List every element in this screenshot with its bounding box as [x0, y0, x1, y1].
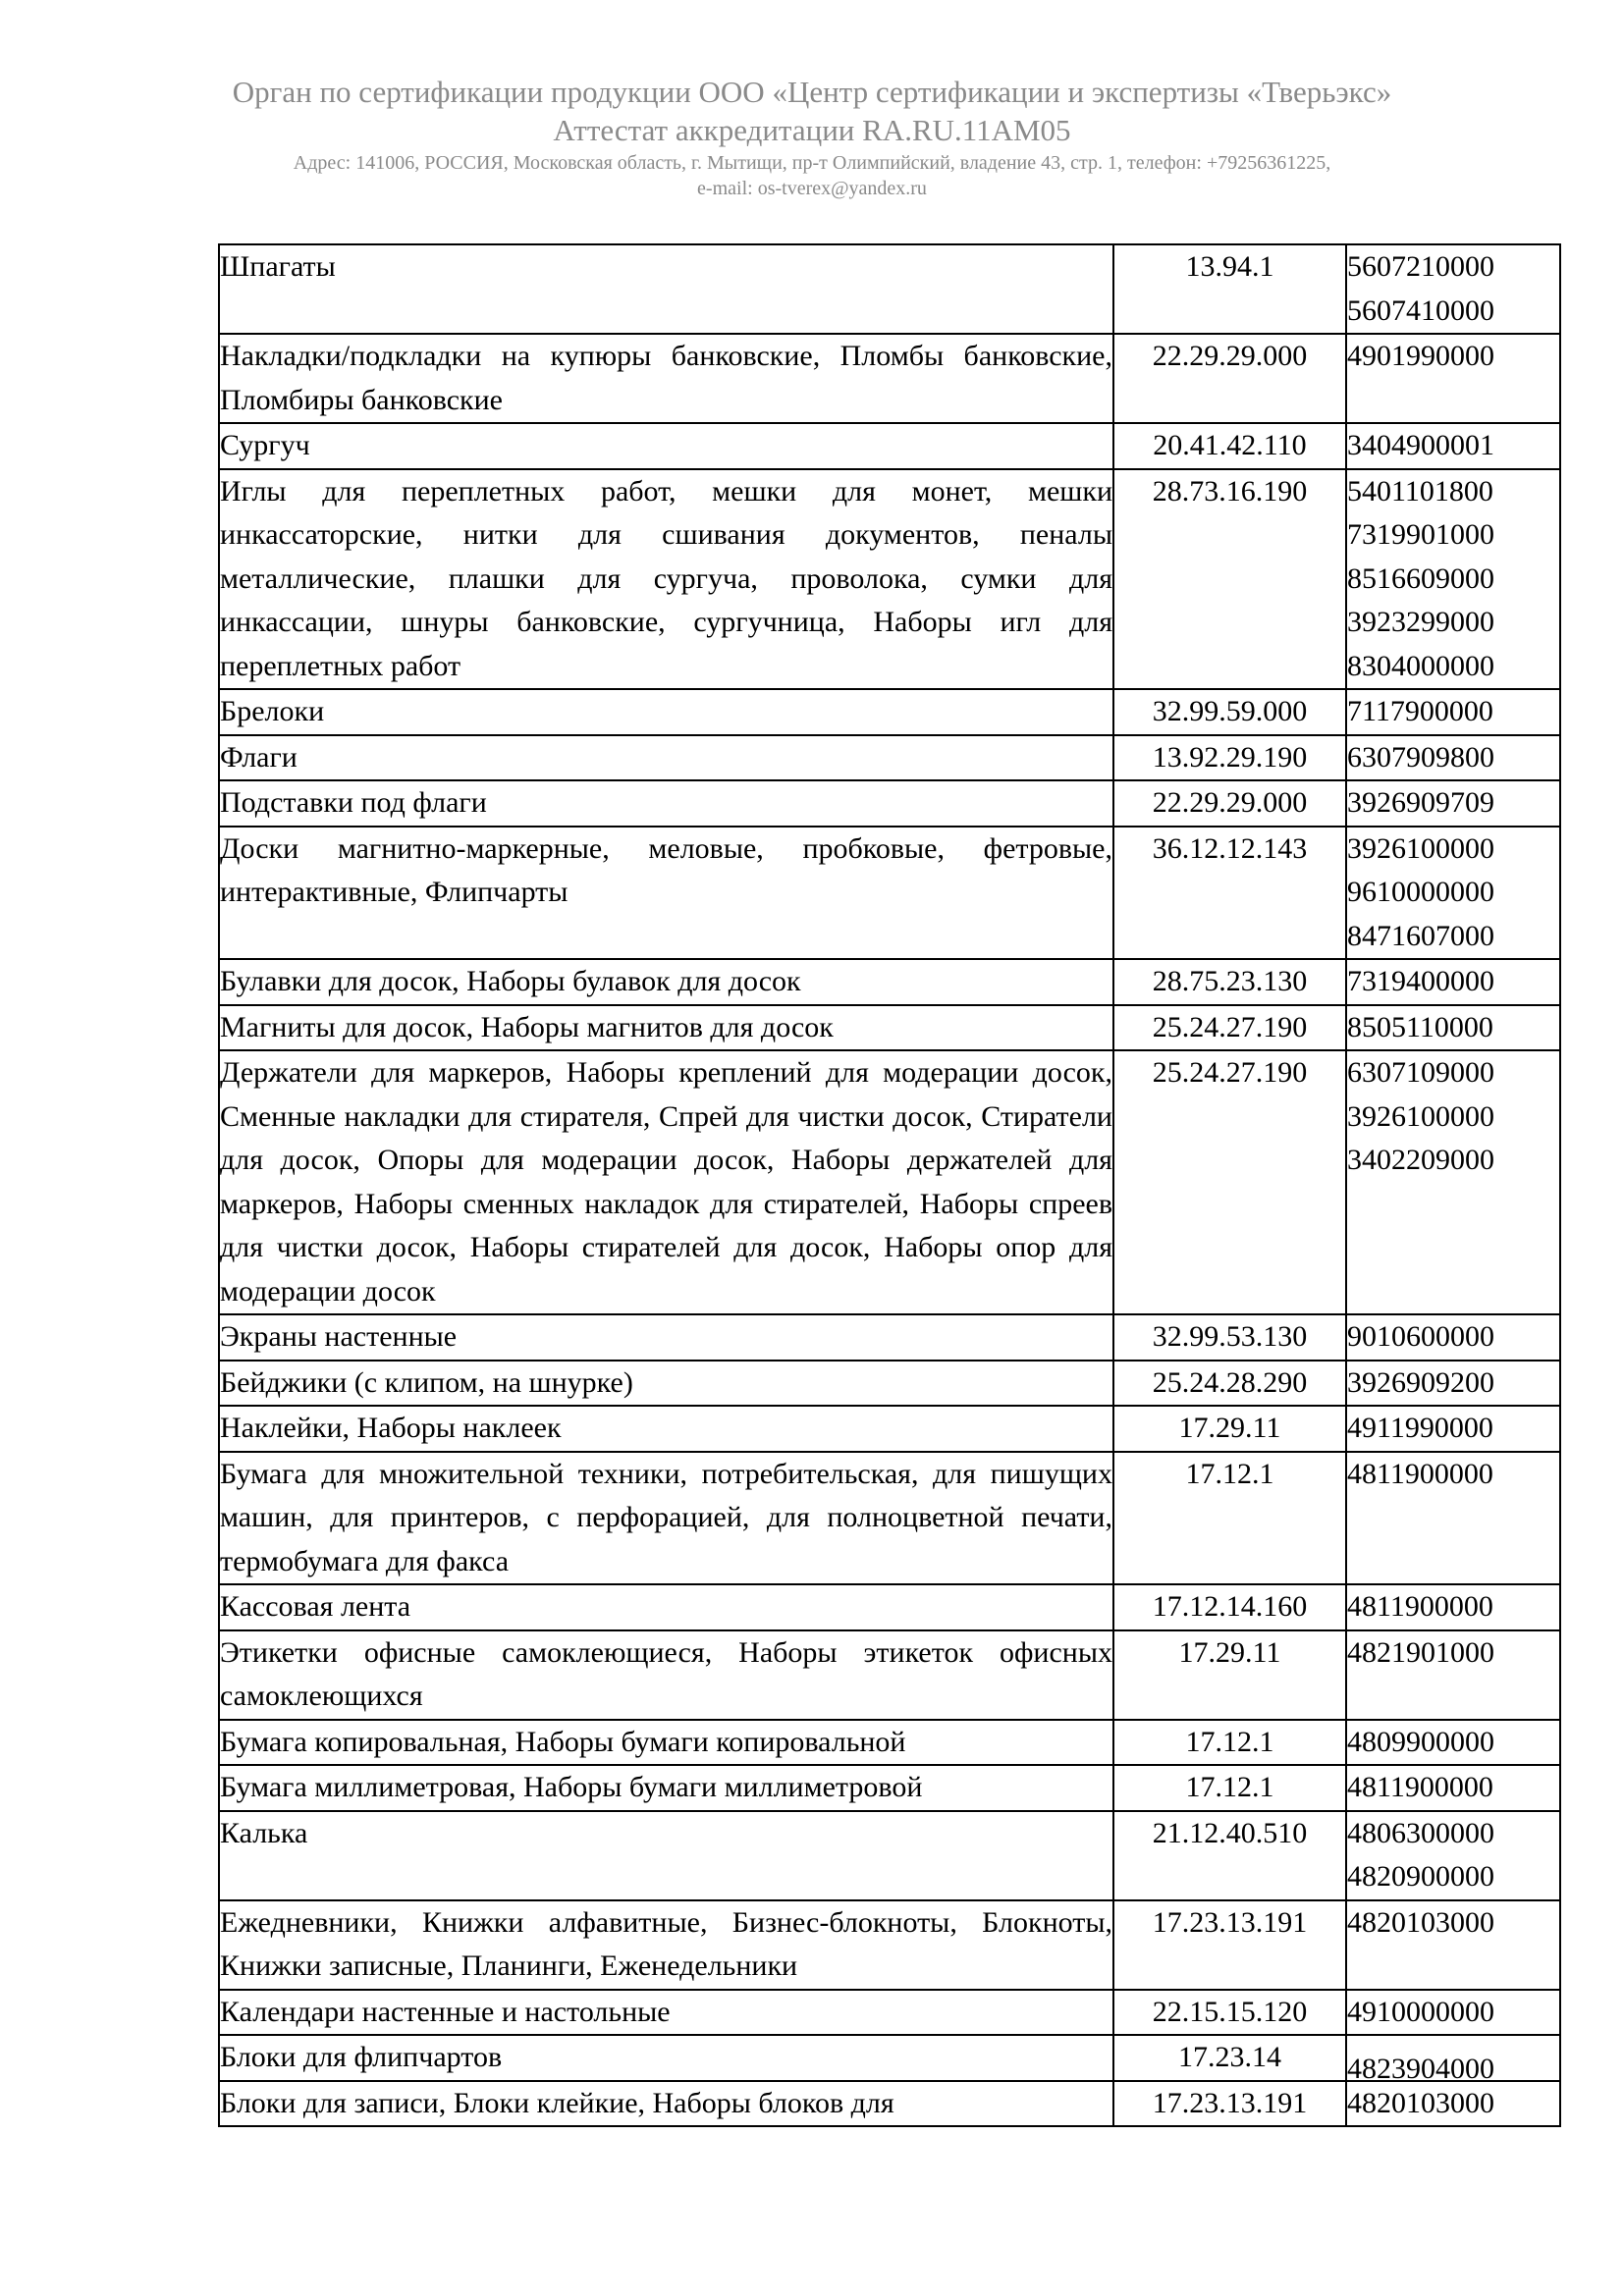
tnved-code: 5401101800 [1347, 474, 1493, 507]
tnved-codes-cell [1346, 1406, 1560, 1452]
tnved-code: 4811900000 [1347, 1457, 1493, 1490]
table-row [219, 1765, 1560, 1811]
tnved-code: 5607410000 [1347, 294, 1494, 327]
table-row [219, 1811, 1560, 1900]
tnved-code: 9010600000 [1347, 1320, 1494, 1353]
table-row [219, 469, 1560, 690]
table-row [219, 1361, 1560, 1407]
tnved-codes-cell [1346, 1050, 1560, 1314]
tnved-codes-cell [1346, 469, 1560, 690]
table-row [219, 827, 1560, 960]
tnved-code: 7117900000 [1347, 695, 1493, 727]
tnved-code: 6307909800 [1347, 740, 1494, 774]
tnved-code: 8471607000 [1347, 919, 1494, 952]
table-row [219, 959, 1560, 1005]
tnved-code: 8304000000 [1347, 649, 1494, 682]
tnved-codes-cell [1346, 780, 1560, 827]
table-row [219, 334, 1560, 423]
table-row [219, 1314, 1560, 1361]
organization-address: Адрес: 141006, РОССИЯ, Московская область, г. Мытищи, пр-т Олимпийский, владение 43, стр. 1, телефон: +79256361225, [293, 152, 1331, 174]
okpd-code-cell: 13.94.1 [1113, 244, 1346, 334]
tnved-codes-cell [1346, 2035, 1560, 2085]
product-name-cell: Бумага для множительной техники, потребительская, для пишущих машин, для принтеров, с перфорацией, для полноцветной печати, термобумага для факса [219, 1452, 1113, 1585]
product-name-cell: Флаги [219, 735, 1113, 781]
product-name-cell: Этикетки офисные самоклеющиеся, Наборы этикеток офисных самоклеющихся [219, 1630, 1113, 1720]
table-row [219, 1584, 1560, 1630]
product-name-cell: Накладки/подкладки на купюры банковские, Пломбы банковские, Пломбиры банковские [219, 334, 1113, 423]
tnved-code: 4820103000 [1347, 2086, 1494, 2119]
okpd-code-cell: 25.24.27.190 [1113, 1005, 1346, 1051]
tnved-codes-cell [1346, 1361, 1560, 1407]
table-row [219, 1452, 1560, 1585]
product-name-cell: Калька [219, 1811, 1113, 1900]
product-name-cell: Доски магнитно-маркерные, меловые, пробковые, фетровые, интерактивные, Флипчарты [219, 827, 1113, 960]
okpd-code-cell: 28.75.23.130 [1113, 959, 1346, 1005]
product-name-cell: Магниты для досок, Наборы магнитов для досок [219, 1005, 1113, 1051]
okpd-code-cell: 20.41.42.110 [1113, 423, 1346, 469]
organization-email: e-mail: os-tverex@yandex.ru [697, 178, 927, 199]
okpd-code-cell: 36.12.12.143 [1113, 827, 1346, 960]
table-row [219, 2035, 1560, 2081]
table-row [219, 244, 1560, 334]
table-row [219, 1630, 1560, 1720]
product-name-cell: Шпагаты [219, 244, 1113, 334]
tnved-code: 4809900000 [1347, 1725, 1494, 1758]
tnved-code: 4910000000 [1347, 1995, 1494, 2028]
tnved-code: 7319901000 [1347, 518, 1494, 551]
okpd-code-cell: 28.73.16.190 [1113, 469, 1346, 690]
okpd-code-cell: 17.12.1 [1113, 1765, 1346, 1811]
tnved-codes-cell [1346, 959, 1560, 1005]
tnved-codes-cell [1346, 1584, 1560, 1630]
tnved-codes-cell [1346, 1720, 1560, 1766]
tnved-code: 4821901000 [1347, 1635, 1494, 1669]
table-row [219, 1005, 1560, 1051]
tnved-codes-cell [1346, 1900, 1560, 1990]
tnved-code: 4911990000 [1347, 1412, 1493, 1444]
product-name-cell: Бумага миллиметровая, Наборы бумаги миллиметровой [219, 1765, 1113, 1811]
tnved-code: 9610000000 [1347, 876, 1494, 908]
okpd-code-cell: 17.12.1 [1113, 1452, 1346, 1585]
tnved-code: 4820900000 [1347, 1860, 1494, 1893]
product-name-cell: Наклейки, Наборы наклеек [219, 1406, 1113, 1452]
tnved-codes-cell [1346, 735, 1560, 781]
tnved-codes-cell [1346, 1990, 1560, 2036]
okpd-code-cell: 17.12.14.160 [1113, 1584, 1346, 1630]
okpd-code-cell: 22.29.29.000 [1113, 334, 1346, 423]
tnved-code: 4811900000 [1347, 1590, 1493, 1623]
product-name-cell: Брелоки [219, 689, 1113, 735]
table-row [219, 423, 1560, 469]
product-name-cell: Блоки для флипчартов [219, 2035, 1113, 2081]
product-name-cell: Кассовая лента [219, 1584, 1113, 1630]
tnved-code: 4823904000 [1347, 2053, 1494, 2085]
tnved-codes-cell [1346, 1811, 1560, 1900]
tnved-code: 6307109000 [1347, 1056, 1494, 1089]
product-name-cell: Ежедневники, Книжки алфавитные, Бизнес-блокноты, Блокноты, Книжки записные, Планинги, Еженедельники [219, 1900, 1113, 1990]
organization-name: Орган по сертификации продукции ООО «Центр сертификации и экспертизы «Тверьэкс» [232, 75, 1392, 109]
tnved-code: 3926100000 [1347, 831, 1494, 865]
tnved-codes-cell [1346, 1452, 1560, 1585]
tnved-code: 4811900000 [1347, 1771, 1493, 1803]
okpd-code-cell: 22.29.29.000 [1113, 780, 1346, 827]
product-codes-table [218, 243, 1561, 2127]
tnved-code: 3926100000 [1347, 1099, 1494, 1133]
product-name-cell: Экраны настенные [219, 1314, 1113, 1361]
okpd-code-cell: 17.23.13.191 [1113, 2081, 1346, 2127]
tnved-codes-cell [1346, 1630, 1560, 1720]
okpd-code-cell: 32.99.53.130 [1113, 1314, 1346, 1361]
okpd-code-cell: 17.29.11 [1113, 1630, 1346, 1720]
okpd-code-cell: 13.92.29.190 [1113, 735, 1346, 781]
tnved-codes-cell [1346, 423, 1560, 469]
product-name-cell: Бейджики (с клипом, на шнурке) [219, 1361, 1113, 1407]
tnved-code: 8505110000 [1347, 1010, 1493, 1043]
okpd-code-cell: 25.24.28.290 [1113, 1361, 1346, 1407]
okpd-code-cell: 21.12.40.510 [1113, 1811, 1346, 1900]
product-name-cell: Календари настенные и настольные [219, 1990, 1113, 2036]
tnved-code: 3404900001 [1347, 429, 1494, 461]
okpd-code-cell: 25.24.27.190 [1113, 1050, 1346, 1314]
product-name-cell: Иглы для переплетных работ, мешки для монет, мешки инкассаторские, нитки для сшивания документов, пеналы металлические, плашки для сургуча, проволока, сумки для инкассации, шнуры банковские, сургучница, Наборы игл для переплетных работ [219, 469, 1113, 690]
tnved-codes-cell [1346, 689, 1560, 735]
tnved-code: 4820103000 [1347, 1905, 1494, 1939]
okpd-code-cell: 17.12.1 [1113, 1720, 1346, 1766]
table-row [219, 1720, 1560, 1766]
tnved-code: 3923299000 [1347, 606, 1494, 638]
product-name-cell: Держатели для маркеров, Наборы креплений для модерации досок, Сменные накладки для стирателя, Спрей для чистки досок, Стиратели для досок, Опоры для модерации досок, Наборы держателей для маркеров, Наборы сменных накладок для стирателей, Наборы спреев для чистки досок, Наборы стирателей для досок, Наборы опор для модерации досок [219, 1050, 1113, 1314]
tnved-codes-cell [1346, 334, 1560, 423]
table-row [219, 1050, 1560, 1314]
tnved-code: 8516609000 [1347, 561, 1494, 595]
product-name-cell: Подставки под флаги [219, 780, 1113, 827]
table-row [219, 1900, 1560, 1990]
table-row [219, 780, 1560, 827]
table-row [219, 1990, 1560, 2036]
table-row [219, 1406, 1560, 1452]
tnved-codes-cell [1346, 1005, 1560, 1051]
tnved-codes-cell [1346, 1314, 1560, 1361]
product-name-cell: Бумага копировальная, Наборы бумаги копировальной [219, 1720, 1113, 1766]
product-name-cell: Сургуч [219, 423, 1113, 469]
tnved-code: 4901990000 [1347, 340, 1494, 372]
table-row [219, 735, 1560, 781]
tnved-codes-cell [1346, 244, 1560, 334]
accreditation-certificate: Аттестат аккредитации RA.RU.11АМ05 [553, 113, 1071, 147]
tnved-code: 3402209000 [1347, 1144, 1494, 1176]
tnved-codes-cell [1346, 1765, 1560, 1811]
tnved-code: 3926909709 [1347, 786, 1494, 819]
tnved-code: 3926909200 [1347, 1365, 1494, 1399]
okpd-code-cell: 17.29.11 [1113, 1406, 1346, 1452]
table-row [219, 689, 1560, 735]
product-name-cell: Булавки для досок, Наборы булавок для досок [219, 959, 1113, 1005]
okpd-code-cell: 17.23.13.191 [1113, 1900, 1346, 1990]
okpd-code-cell: 32.99.59.000 [1113, 689, 1346, 735]
tnved-code: 5607210000 [1347, 250, 1494, 283]
tnved-codes-cell [1346, 827, 1560, 960]
okpd-code-cell: 22.15.15.120 [1113, 1990, 1346, 2036]
tnved-code: 4806300000 [1347, 1816, 1494, 1849]
product-name-cell: Блоки для записи, Блоки клейкие, Наборы блоков для [219, 2081, 1113, 2127]
okpd-code-cell: 17.23.14 [1113, 2035, 1346, 2081]
tnved-code: 7319400000 [1347, 965, 1494, 997]
product-codes-table-body [219, 244, 1560, 2126]
